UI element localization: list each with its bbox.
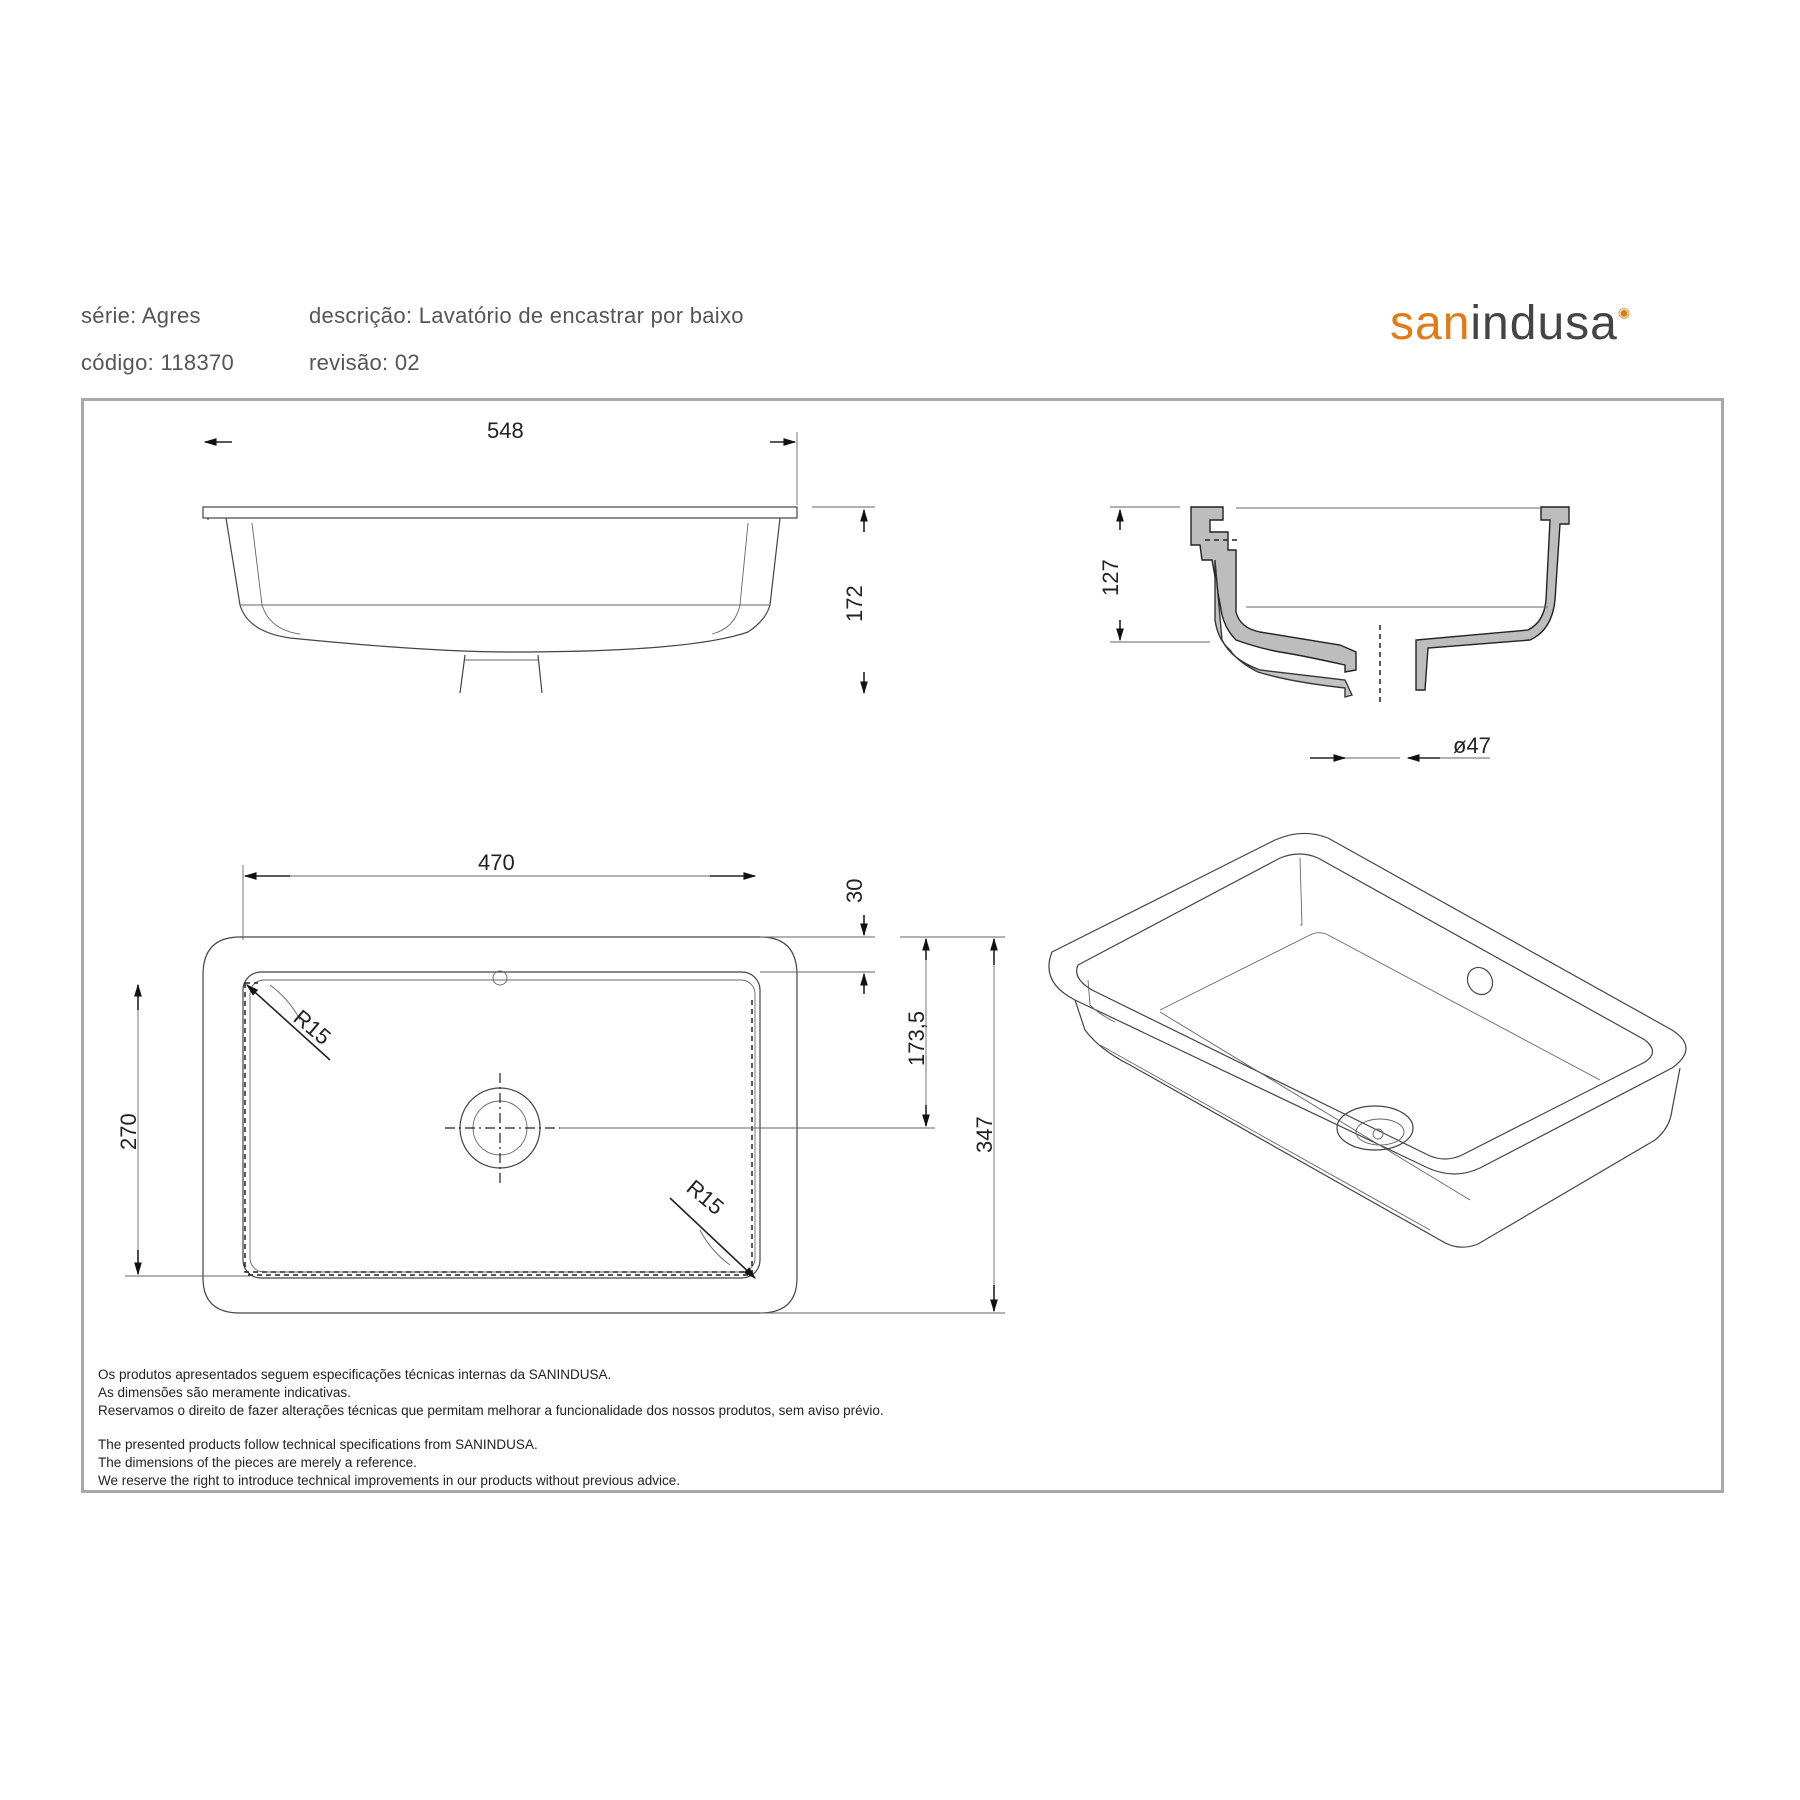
- dim-347: 347: [972, 1116, 997, 1153]
- descricao-label: descrição:: [309, 303, 413, 328]
- dim-r15-bottom: R15: [681, 1174, 729, 1220]
- front-view: [203, 507, 797, 693]
- plan-radius-top: [247, 985, 336, 1060]
- notes-en: [98, 1436, 680, 1490]
- front-dim-548: [205, 418, 797, 505]
- dim-173-5: 173,5: [904, 1010, 929, 1066]
- plan-dim-470: [243, 850, 755, 940]
- dim-r15-top: R15: [288, 1004, 336, 1050]
- note-en-2: The dimensions of the pieces are merely a reference.: [98, 1455, 417, 1470]
- serie-value: Agres: [141, 303, 201, 328]
- revisao-value: 02: [394, 350, 420, 375]
- codigo-value: 118370: [160, 350, 235, 375]
- note-pt-1: Os produtos apresentados seguem especificações técnicas internas da SANINDUSA.: [98, 1367, 612, 1382]
- descricao-value: Lavatório de encastrar por baixo: [418, 303, 744, 328]
- note-pt-3: Reservamos o direito de fazer alterações técnicas que permitam melhorar a funcionalidade dos nossos produtos, sem aviso prévio.: [98, 1403, 884, 1418]
- revisao-label: revisão:: [309, 350, 389, 375]
- serie-label: série:: [81, 303, 137, 328]
- dim-127: 127: [1098, 559, 1123, 596]
- plan-dim-30: [760, 879, 875, 994]
- logo-mark-icon: ◉: [1617, 304, 1632, 320]
- front-dim-172: [812, 507, 875, 693]
- dim-30: 30: [842, 878, 867, 903]
- isometric-view: [1049, 833, 1686, 1247]
- dim-172: 172: [842, 585, 867, 622]
- logo-indusa: indusa: [1470, 297, 1618, 350]
- logo-san: san: [1390, 297, 1471, 350]
- plan-view: [203, 937, 935, 1313]
- dim-o47: ø47: [1453, 733, 1491, 758]
- codigo-label: código:: [81, 350, 155, 375]
- notes-pt: [98, 1366, 884, 1420]
- dim-470: 470: [478, 850, 515, 875]
- note-en-3: We reserve the right to introduce technical improvements in our products without previous advice.: [98, 1473, 681, 1488]
- plan-dim-270: [116, 985, 250, 1276]
- note-pt-2: As dimensões são meramente indicativas.: [98, 1385, 351, 1400]
- plan-dim-173-5: [904, 939, 929, 1126]
- section-view: [1191, 507, 1569, 705]
- plan-radius-bottom: [670, 1175, 755, 1278]
- dim-548: 548: [487, 418, 524, 443]
- section-dim-o47: [1310, 733, 1491, 758]
- dim-270: 270: [116, 1113, 141, 1150]
- note-en-1: The presented products follow technical specifications from SANINDUSA.: [98, 1437, 538, 1452]
